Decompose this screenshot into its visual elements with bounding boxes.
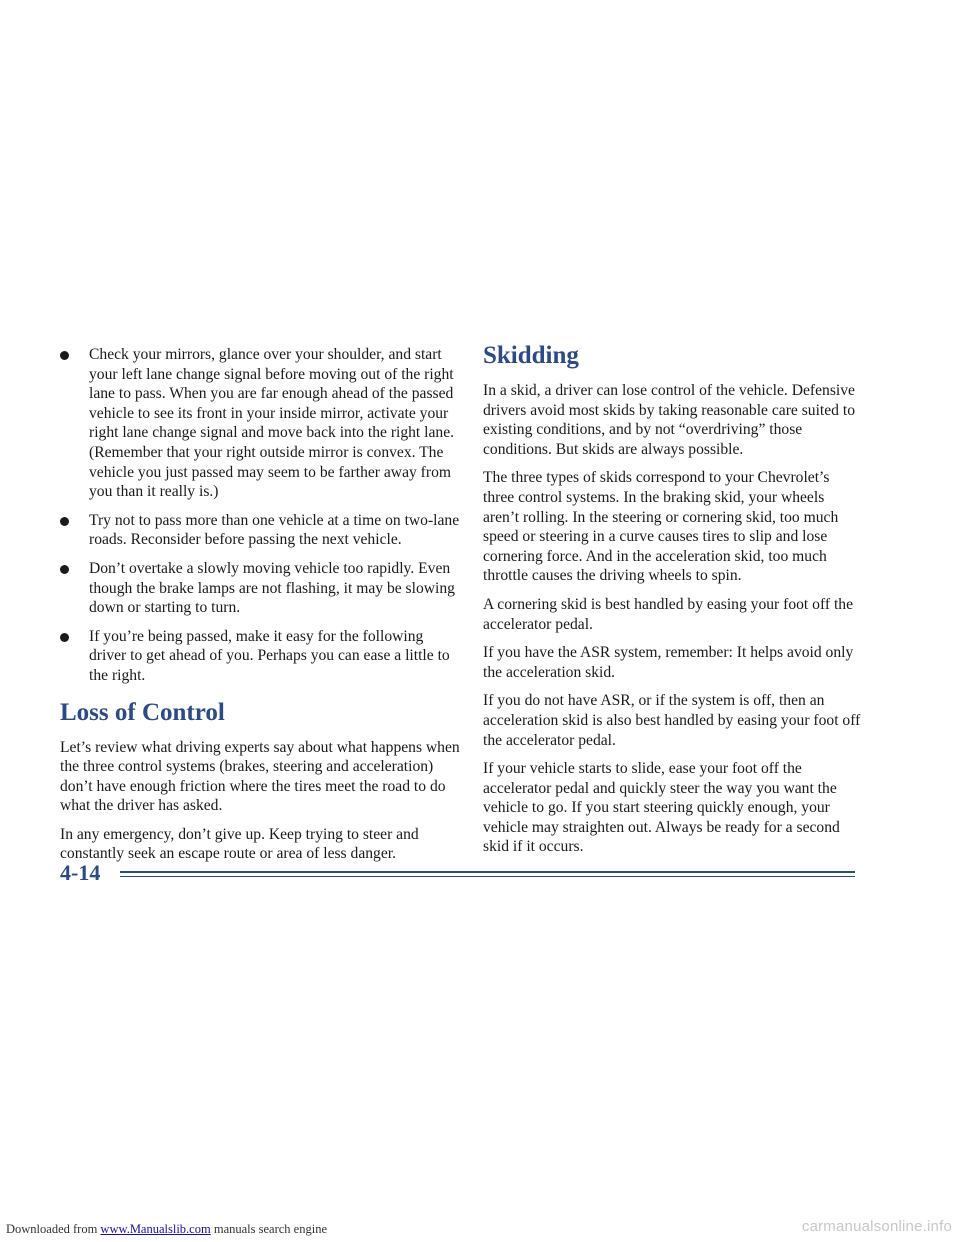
bullet-text: Check your mirrors, glance over your shoulder, and start your left lane change signal before moving out of the right lane to pass. When you are far enough ahead of the passed vehicle to see its front in your inside mirror, activate your right lane change signal and move back into the right lane. (Remember that your right outside mirror is convex. The vehicle you just passed may seem to be farther away from you than it really is.)	[89, 346, 455, 501]
loss-paragraph: Let’s review what driving experts say about what happens when the three control systems (brakes, steering and acceleration) don’t have enough friction where the tires meet the road to do what the driver has asked.	[60, 738, 460, 815]
bullet-icon	[60, 565, 69, 574]
banner-prefix: Downloaded from	[6, 1222, 101, 1236]
right-column	[483, 342, 863, 866]
passing-tips-list	[60, 345, 460, 686]
list-item	[60, 511, 460, 550]
skid-paragraph: If you do not have ASR, or if the system is off, then an acceleration skid is also best handled by easing your foot off the accelerator pedal.	[483, 692, 861, 749]
page-footer	[60, 860, 855, 886]
loss-of-control-heading: Loss of Control	[60, 698, 225, 726]
skid-paragraph: If your vehicle starts to slide, ease your foot off the accelerator pedal and quickly steer the way you want the vehicle to go. If you start steering quickly enough, your vehicle may straighten out. Always be ready for a second skid if it occurs.	[483, 760, 840, 856]
download-banner	[6, 1222, 327, 1237]
page-number: 4-14	[60, 860, 101, 885]
skidding-heading: Skidding	[483, 342, 579, 369]
bullet-text: Don’t overtake a slowly moving vehicle too rapidly. Even though the brake lamps are not flashing, it may be slowing down or starting to turn.	[89, 559, 455, 617]
bullet-icon	[60, 351, 69, 360]
footer-rule	[120, 871, 855, 873]
list-item	[60, 345, 460, 502]
bullet-text: If you’re being passed, make it easy for the following driver to get ahead of you. Perhaps you can ease a little to the right.	[89, 627, 450, 684]
loss-paragraph: In any emergency, don’t give up. Keep trying to steer and constantly seek an escape route or area of less danger.	[60, 825, 419, 863]
skid-paragraph: If you have the ASR system, remember: It helps avoid only the acceleration skid.	[483, 644, 854, 681]
bullet-icon	[60, 517, 69, 526]
banner-suffix: manuals search engine	[210, 1222, 327, 1236]
list-item	[60, 559, 460, 618]
skid-paragraph: A cornering skid is best handled by easing your foot off the accelerator pedal.	[483, 595, 853, 633]
footer-rule	[120, 876, 855, 877]
bullet-text: Try not to pass more than one vehicle at a time on two-lane roads. Reconsider before passing the next vehicle.	[89, 511, 460, 549]
watermark: carmanualsonline.info	[801, 1218, 952, 1235]
left-column	[60, 345, 460, 873]
list-item	[60, 627, 460, 686]
manualslib-link[interactable]: www.Manualslib.com	[100, 1222, 211, 1236]
skid-paragraph: The three types of skids correspond to your Chevrolet’s three control systems. In the braking skid, your wheels aren’t rolling. In the steering or cornering skid, too much speed or steering in a curve causes tires to slip and lose cornering force. And in the acceleration skid, too much throttle causes the driving wheels to spin.	[483, 469, 839, 585]
skid-paragraph: In a skid, a driver can lose control of the vehicle. Defensive drivers avoid most skids by taking reasonable care suited to existing conditions, and by not “overdriving” those conditions. But skids are always possible.	[483, 382, 855, 458]
bullet-icon	[60, 633, 69, 642]
